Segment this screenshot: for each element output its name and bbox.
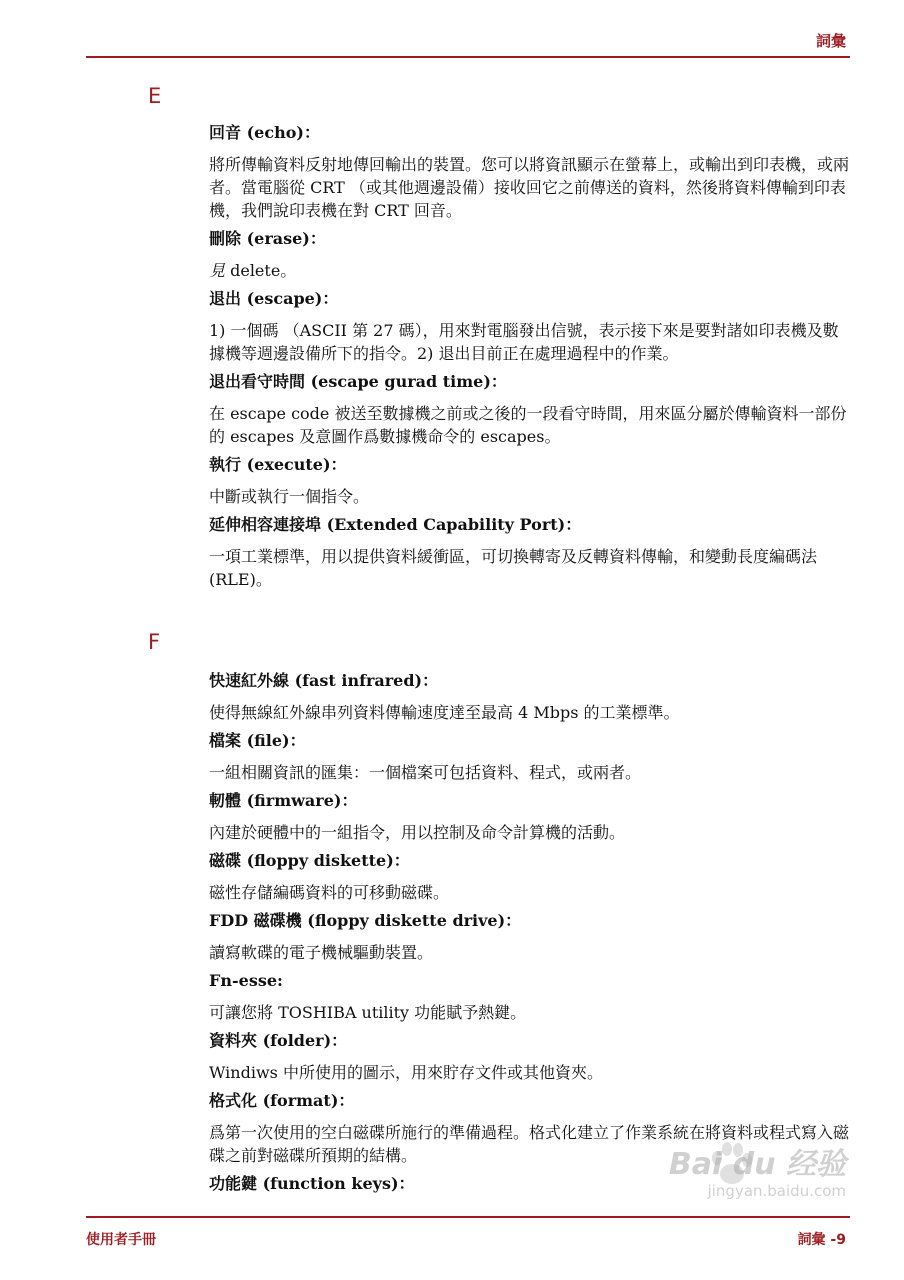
entry-definition: 爲第一次使用的空白磁碟所施行的準備過程。格式化建立了作業系統在將資料或程式寫入磁碟之前對磁碟所預期的結構。 [209,1123,850,1165]
glossary-entry [209,371,854,448]
watermark-brand: Bai du 经验 [668,1147,846,1182]
glossary-entry [209,730,854,784]
entry-term: 資料夾 (folder)： [209,1031,348,1050]
entry-definition: 一項工業標準，用以提供資料緩衝區，可切換轉寄及反轉資料傳輸，和變動長度編碼法 (RLE)。 [209,547,818,589]
entry-term: 回音 (echo)： [209,123,320,142]
glossary-entry [209,454,854,508]
header-rule [86,56,850,58]
glossary-entry [209,670,854,724]
watermark [669,1148,846,1200]
entry-term: 格式化 (format)： [209,1091,355,1110]
footer-manual-title: 使用者手冊 [86,1232,156,1248]
entry-definition: 一組相關資訊的匯集：一個檔案可包括資料、程式，或兩者。 [209,763,642,782]
glossary-entry [209,228,854,282]
entry-definition: 磁性存儲編碼資料的可移動磁碟。 [209,883,450,902]
glossary-entry [209,910,854,964]
entry-term: 刪除 (erase)： [209,229,326,248]
entry-term: 功能鍵 (function keys)： [209,1174,415,1193]
entry-definition [209,259,854,282]
entry-definition: Windiws 中所使用的圖示，用來貯存文件或其他資夾。 [209,1063,603,1082]
entry-definition: 將所傳輸資料反射地傳回輸出的裝置。您可以將資訊顯示在螢幕上，或輸出到印表機，或兩者。當電腦從 CRT （或其他週邊設備）接收回它之前傳送的資料，然後將資料傳輸到印表機，我們說印表機在對 CRT 回音。 [209,155,850,220]
entry-term: Fn-esse: [209,971,283,990]
glossary-entry [209,122,854,222]
entry-term: 檔案 (file)： [209,731,306,750]
watermark-url: jingyan.baidu.com [707,1182,846,1200]
section-letter-e: E [148,84,162,108]
entry-term: 快速紅外線 (fast infrared)： [209,671,439,690]
entry-term: 退出看守時間 (escape gurad time)： [209,372,507,391]
section-f-entries [209,670,854,1204]
glossary-entry [209,514,854,591]
entry-term: 軔體 (firmware)： [209,791,358,810]
entry-definition: 在 escape code 被送至數據機之前或之後的一段看守時間，用來區分屬於傳輸資料一部份的 escapes 及意圖作爲數據機命令的 escapes。 [209,404,847,446]
entry-definition: 中斷或執行一個指令。 [209,487,370,506]
section-e-entries [209,122,854,597]
glossary-entry [209,1030,854,1084]
entry-definition: 內建於硬體中的一組指令，用以控制及命令計算機的活動。 [209,823,626,842]
entry-definition: 讀寫軟碟的電子機械驅動裝置。 [209,943,434,962]
glossary-entry [209,288,854,365]
entry-term: 執行 (execute)： [209,455,347,474]
glossary-entry [209,970,854,1024]
entry-definition: 使得無線紅外線串列資料傳輸速度達至最高 4 Mbps 的工業標準。 [209,703,680,722]
entry-definition: 1) 一個碼 （ASCII 第 27 碼），用來對電腦發出信號，表示接下來是要對諸如印表機及數據機等週邊設備所下的指令。2) 退出目前正在處理過程中的作業。 [209,321,839,363]
entry-definition: 可讓您將 TOSHIBA utility 功能賦予熱鍵。 [209,1003,527,1022]
footer-rule [86,1216,850,1218]
section-letter-f: F [148,630,161,654]
entry-term: 延伸相容連接埠 (Extended Capability Port)： [209,515,582,534]
entry-term: FDD 磁碟機 (floppy diskette drive)： [209,911,522,930]
entry-term: 磁碟 (floppy diskette)： [209,851,410,870]
page-header-title: 詞彙 [815,32,846,50]
entry-term: 退出 (escape)： [209,289,339,308]
see-reference: 見 [209,261,226,280]
glossary-entry [209,790,854,844]
see-target: delete。 [225,261,297,280]
glossary-entry [209,850,854,904]
footer-page-number: 詞彙 -9 [797,1232,846,1248]
